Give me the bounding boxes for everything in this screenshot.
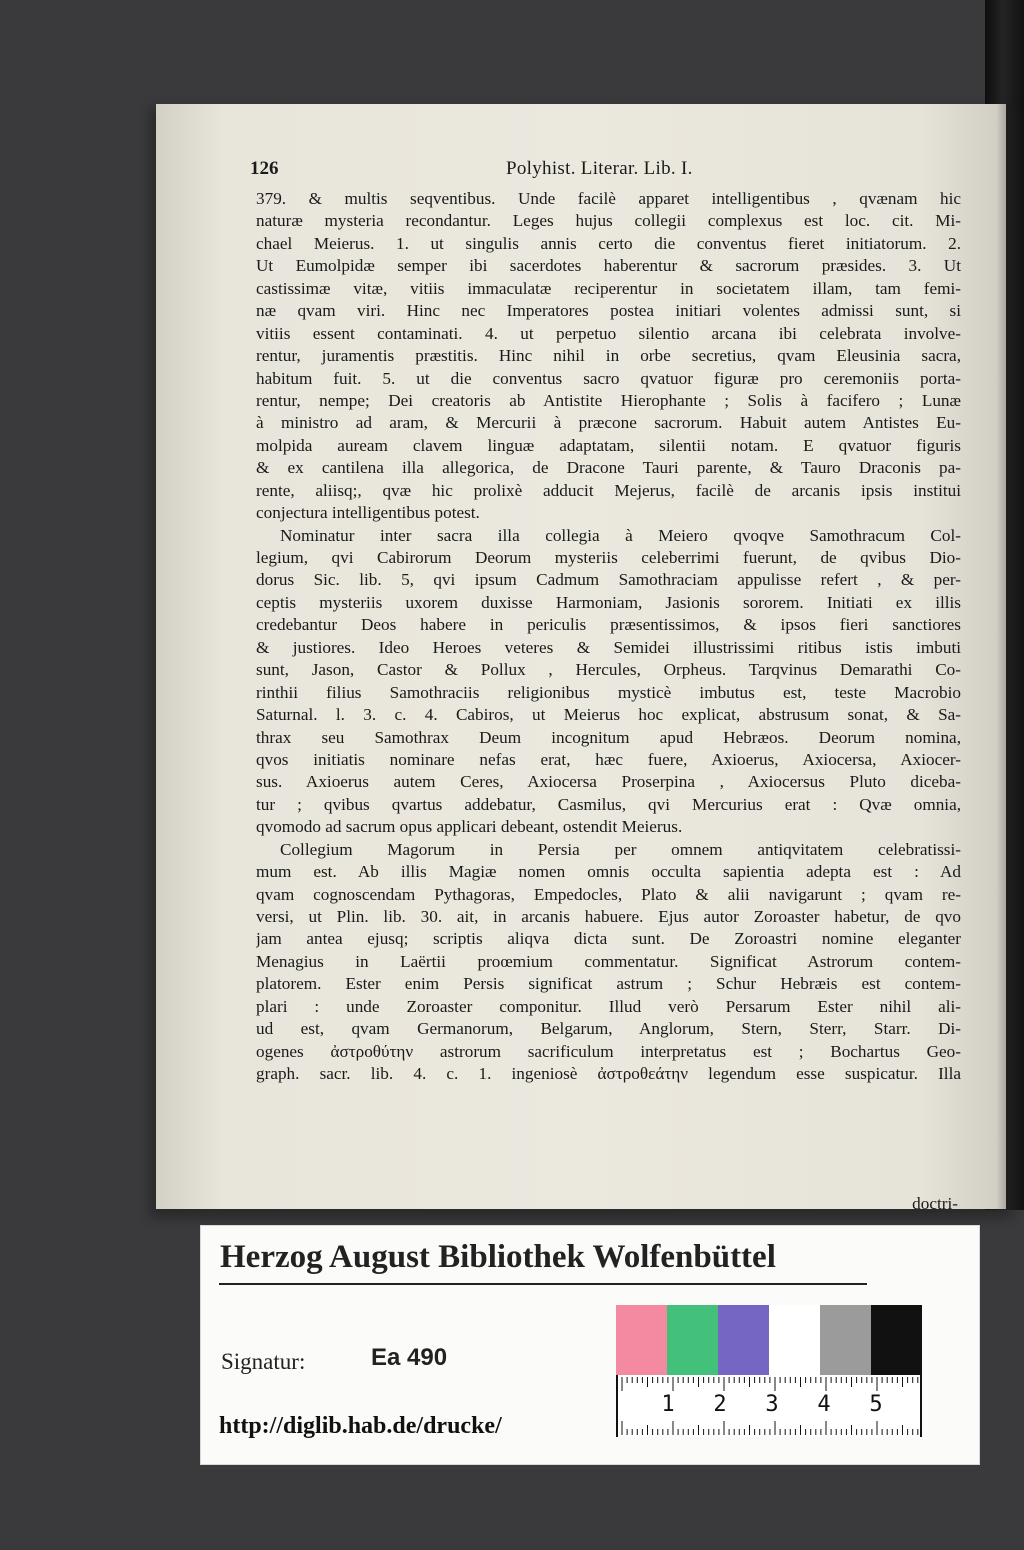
running-head <box>250 158 950 184</box>
text-line: sus. Axioerus autem Ceres, Axiocersa Proserpina , Axiocersus Pluto diceba- <box>256 772 961 792</box>
text-line: versi, ut Plin. lib. 30. ait, in arcanis habuere. Ejus autor Zoroaster habetur, de qvo <box>256 907 961 926</box>
text-line: sunt, Jason, Castor & Pollux , Hercules, Orpheus. Tarqvinus Demarathi Co- <box>256 660 961 680</box>
library-name: Herzog August Bibliothek Wolfenbüttel <box>220 1239 776 1275</box>
text-line: rentur, juramentis præstitis. Hinc nihil in orbe secretius, qvam Eleusinia sacra, <box>256 346 961 366</box>
text-line: mum est. Ab illis Magiæ nomen omnis occulta sapientia adepta est : Ad <box>256 862 961 882</box>
text-line: conjectura intelligentibus potest. <box>256 503 480 523</box>
text-line: Collegium Magorum in Persia per omnem antiqvitatem celebratissi- <box>280 839 961 859</box>
text-line: 379. & multis seqventibus. Unde facilè apparet intelligentibus , qvænam hic <box>256 189 961 208</box>
text-line: naturæ mysteria recondantur. Leges hujus collegii complexus est loc. cit. Mi- <box>256 211 961 231</box>
text-line: qvam cognoscendam Pythagoras, Empedocles, Plato & alii navigarunt ; qvam re- <box>256 884 961 904</box>
page-edge-shading <box>996 104 1006 1209</box>
text-line: vitiis essent contaminati. 4. ut perpetuo silentio arcana ibi celebrata involve- <box>256 323 961 343</box>
text-line: jam antea ejusq; scriptis aliqva dicta sunt. De Zoroastri nomine eleganter <box>256 929 961 949</box>
text-line: plari : unde Zoroaster componitur. Illud verò Persarum Ester nihil ali- <box>256 996 961 1016</box>
ruler-number: 2 <box>713 1392 727 1417</box>
color-swatch <box>616 1305 667 1375</box>
signatur-value: Ea 490 <box>371 1344 448 1371</box>
text-line: & ex cantilena illa allegorica, de Dracone Tauri parente, & Tauro Draconis pa- <box>256 458 961 478</box>
text-line: rentur, nempe; Dei creatoris ab Antistite Hierophante ; Solis à facifero ; Lunæ <box>256 390 961 410</box>
text-line: Menagius in Laërtii proœmium commentatur. Significat Astrorum contem- <box>256 951 961 971</box>
text-line: Saturnal. l. 3. c. 4. Cabiros, ut Meierus hoc explicat, abstrusum sonat, & Sa- <box>256 705 961 725</box>
text-line: qvomodo ad sacrum opus applicari debeant, ostendit Meierus. <box>256 817 683 837</box>
color-swatch <box>769 1305 820 1375</box>
text-line: næ qvam viri. Hinc nec Imperatores postea initiari volentes admissi sunt, si <box>256 301 961 321</box>
book-page <box>156 104 1006 1213</box>
text-line: ud est, qvam Germanorum, Belgarum, Anglorum, Stern, Sterr, Starr. Di- <box>256 1019 961 1039</box>
text-line: & justiores. Ideo Heroes veteres & Semidei illustrissimi ritibus istis imbuti <box>256 637 961 657</box>
text-line: chael Meierus. 1. ut singulis annis certo die conventus fieret initiatorum. 2. <box>256 233 961 253</box>
library-url: http://diglib.hab.de/drucke/ <box>219 1413 502 1439</box>
text-line: à ministro ad aram, & Mercurii à præcone sacrorum. Habuit autem Antistes Eu- <box>256 413 961 433</box>
scale-ruler <box>616 1375 922 1437</box>
text-line: credebantur Deos habere in periculis præsentissimos, & ipsos fieri sanctiores <box>256 615 961 635</box>
color-swatch <box>667 1305 718 1375</box>
signatur-label: Signatur: <box>221 1349 306 1374</box>
text-line: molpida auream clavem linguæ adaptatam, silentii notam. E qvatuor figuris <box>256 435 961 455</box>
ruler-number: 4 <box>817 1392 831 1417</box>
color-swatch <box>718 1305 769 1375</box>
catchword: doctri- <box>912 1194 958 1213</box>
text-line: tur ; qvibus qvartus addebatur, Casmilus, qvi Mercurius erat : Qvæ omnia, <box>256 794 961 814</box>
text-line: dorus Sic. lib. 5, qvi ipsum Cadmum Samothraciam appulisse refert , & per- <box>256 570 961 590</box>
ruler-number: 1 <box>661 1392 675 1417</box>
text-line: habitum fuit. 5. ut die conventus sacro qvatuor figuræ pro ceremoniis porta- <box>256 368 961 388</box>
text-line: graph. sacr. lib. 4. c. 1. ingeniosè ἀστροθεάτην legendum esse suspicatur. Illa <box>256 1064 961 1084</box>
page-number: 126 <box>250 158 279 179</box>
text-line: qvos initiatis nominare nefas erat, hæc fuere, Axioerus, Axiocersa, Axiocer- <box>256 749 961 769</box>
text-line: ogenes ἀστροθύτην astrorum sacrificulum interpretatus est ; Bochartus Geo- <box>256 1041 961 1061</box>
text-line: thrax seu Samothrax Deum incognitum apud Hebræos. Deorum nomina, <box>256 727 961 747</box>
text-line: Ut Eumolpidæ semper ibi sacerdotes haberentur & sacrorum præsides. 3. Ut <box>256 256 961 276</box>
color-calibration-strip <box>616 1305 922 1375</box>
color-swatch <box>820 1305 871 1375</box>
text-line: Nominatur inter sacra illa collegia à Meiero qvoqve Samothracum Col- <box>280 525 961 545</box>
ruler-number: 5 <box>869 1392 883 1417</box>
color-swatch <box>871 1305 922 1375</box>
text-line: castissimæ vitæ, vitiis immaculatæ reciperentur in societatem illam, tam femi- <box>256 278 961 298</box>
text-line: platorem. Ester enim Persis significat astrum ; Schur Hebræis est contem- <box>256 974 961 994</box>
library-name-underline <box>219 1283 867 1285</box>
library-label-card <box>200 1225 980 1465</box>
body-text <box>256 188 961 1086</box>
ruler-number: 3 <box>765 1392 779 1417</box>
text-line: legium, qvi Cabirorum Deorum mysteriis celeberrimi fuerunt, de qvibus Dio- <box>256 548 961 567</box>
text-line: rente, aliisq;, qvæ hic prolixè adducit Mejerus, facilè de arcanis ipsis institui <box>256 480 961 500</box>
running-title: Polyhist. Literar. Lib. I. <box>506 158 693 179</box>
text-line: ceptis mysteriis uxorem duxisse Harmoniam, Jasionis sororem. Initiati ex illis <box>256 592 961 612</box>
text-line: rinthii filius Samothraciis religionibus mysticè imbutus est, teste Macrobio <box>256 682 961 702</box>
